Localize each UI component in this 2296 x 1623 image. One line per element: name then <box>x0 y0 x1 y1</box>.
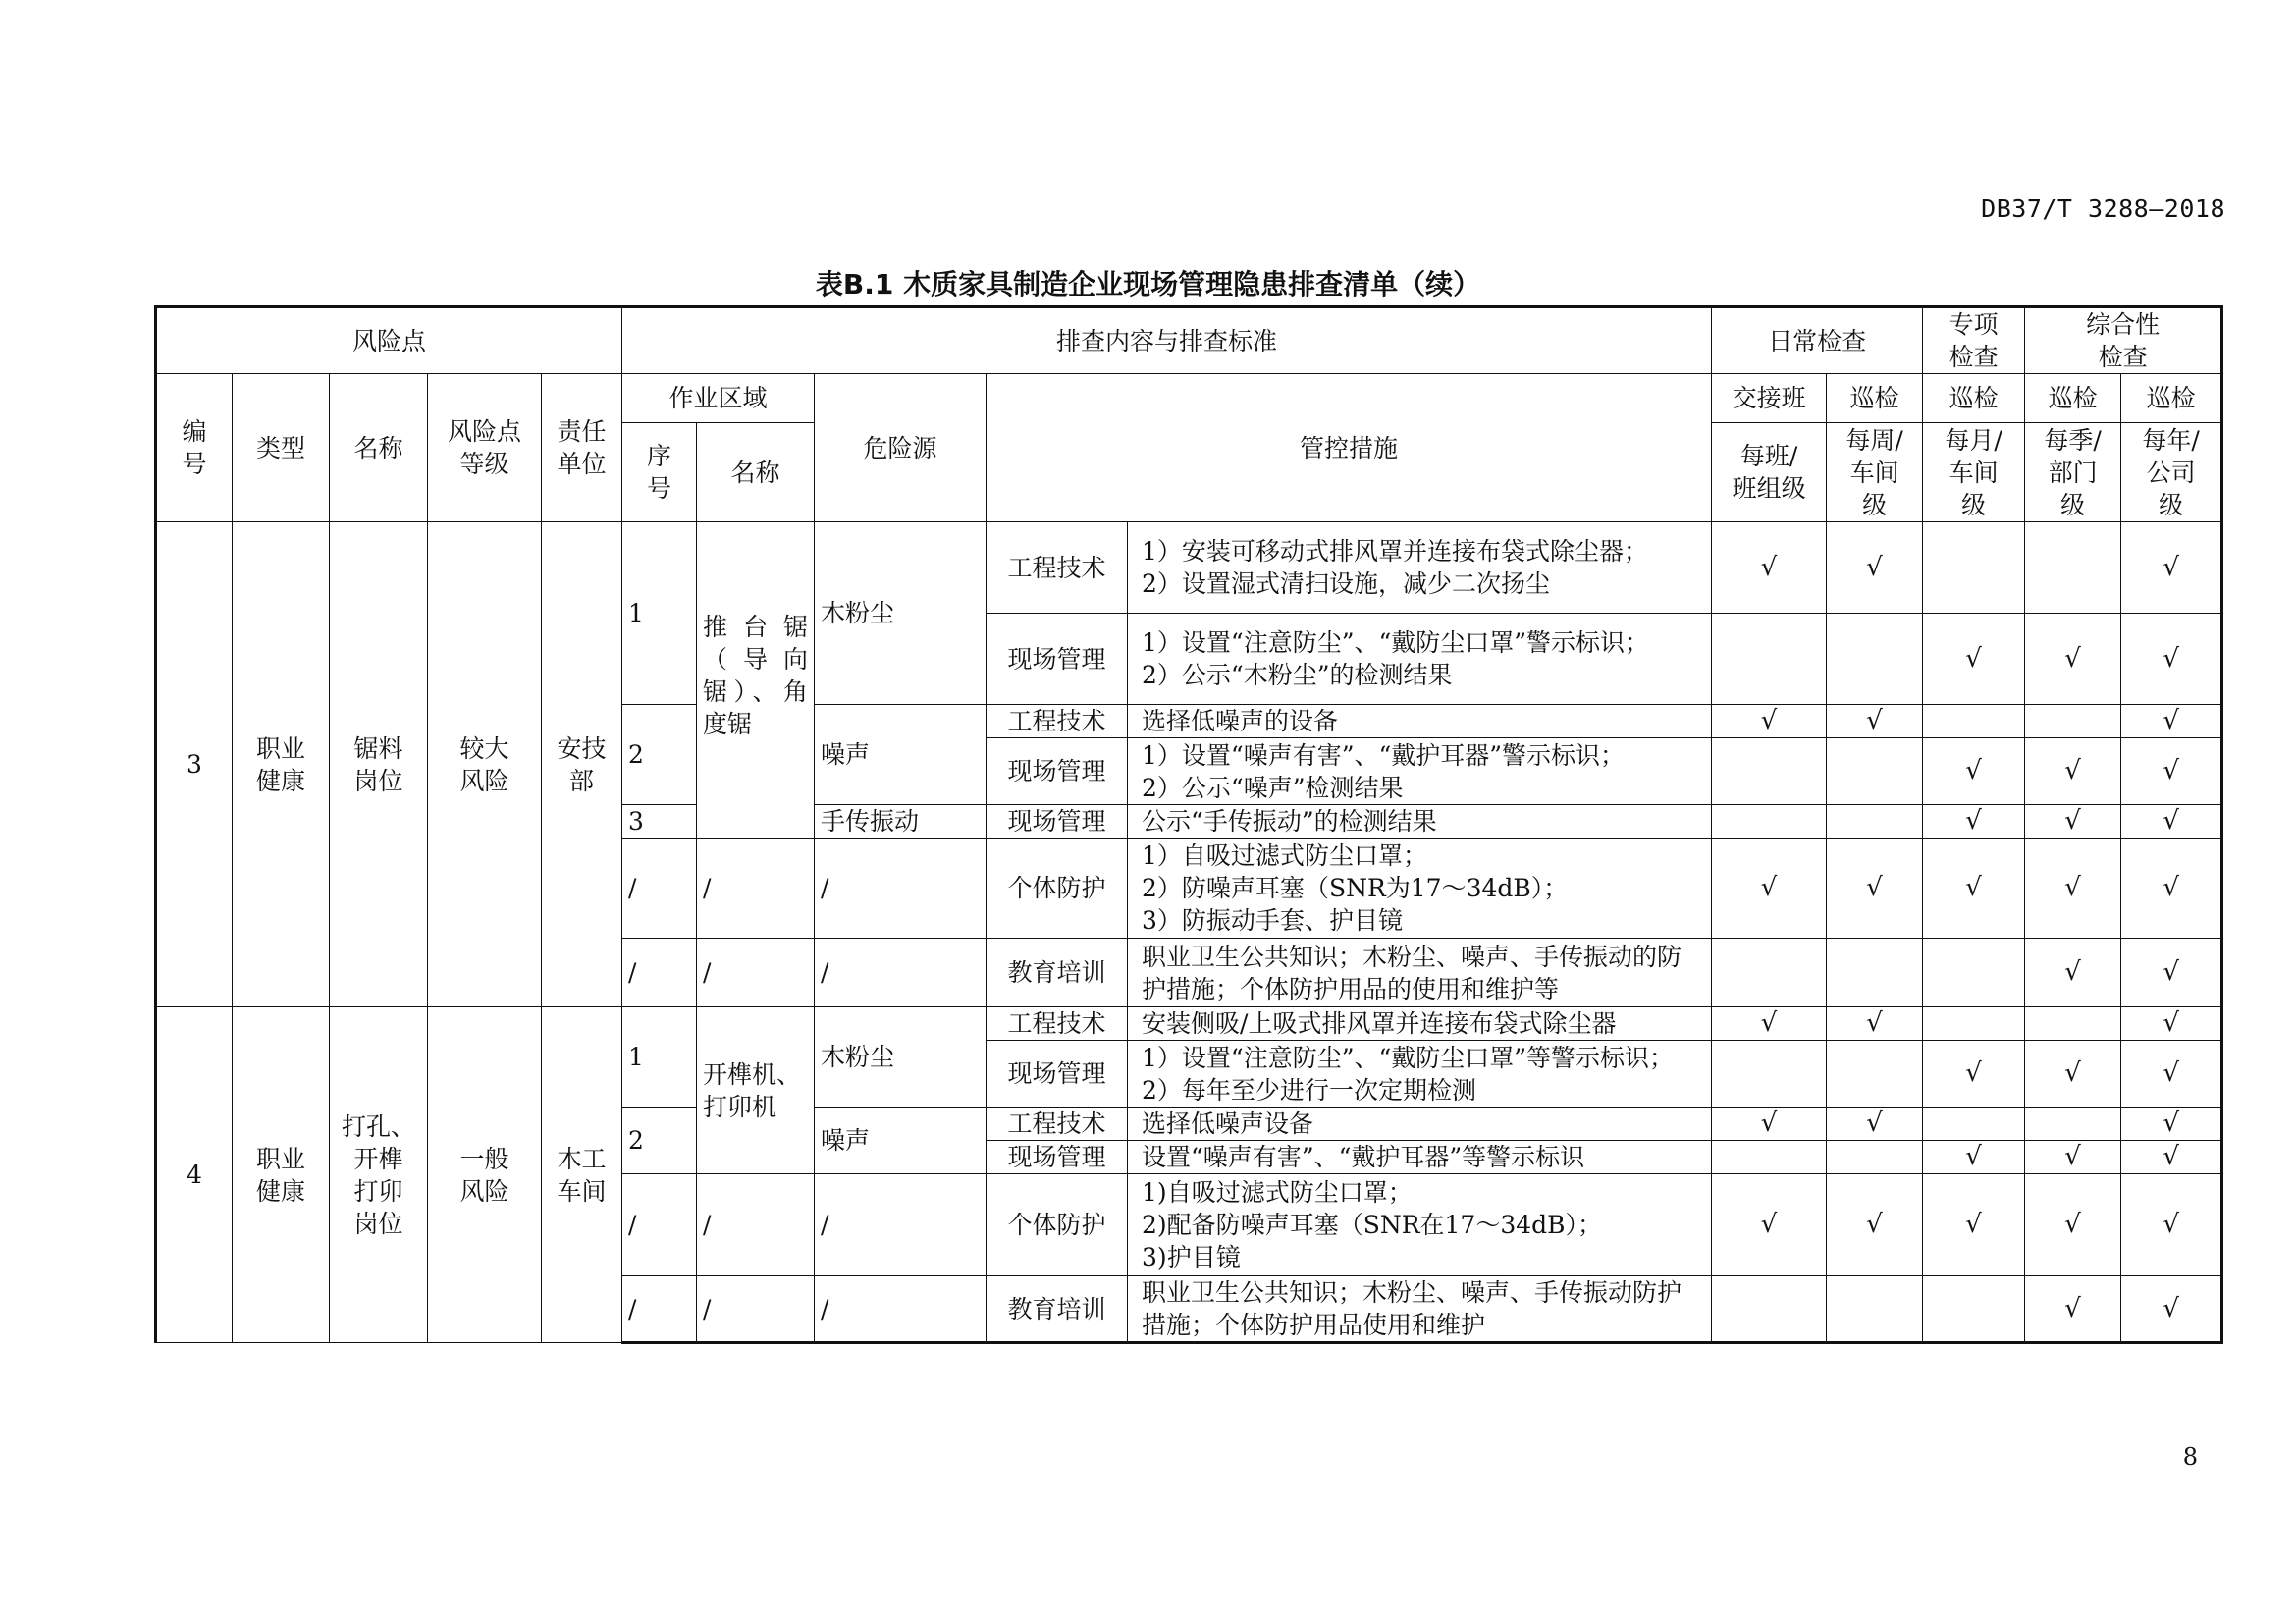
check-monthly <box>1923 1276 2025 1343</box>
check-yearly: √ <box>2121 1174 2222 1276</box>
check-yearly: √ <box>2121 522 2222 614</box>
area-name: / <box>697 1276 815 1343</box>
risk-type: 职业 健康 <box>233 522 330 1007</box>
header-special-check: 专项 检查 <box>1923 307 2025 374</box>
control-category: 工程技术 <box>987 1108 1128 1141</box>
hazard: 木粉尘 <box>815 522 987 705</box>
control-measure: 选择低噪声设备 <box>1128 1108 1712 1141</box>
check-quarterly: √ <box>2025 738 2121 805</box>
check-handover <box>1712 805 1827 839</box>
header-work-area: 作业区域 <box>622 374 815 423</box>
check-weekly: √ <box>1827 705 1923 738</box>
check-handover <box>1712 1041 1827 1108</box>
check-weekly: √ <box>1827 1108 1923 1141</box>
check-handover <box>1712 738 1827 805</box>
check-yearly: √ <box>2121 1041 2222 1108</box>
area-seq: 2 <box>622 705 697 805</box>
check-quarterly: √ <box>2025 805 2121 839</box>
header-comprehensive-check: 综合性 检查 <box>2025 307 2222 374</box>
hazard: / <box>815 1174 987 1276</box>
risk-level: 较大 风险 <box>428 522 542 1007</box>
check-weekly <box>1827 1041 1923 1108</box>
check-monthly <box>1923 522 2025 614</box>
check-yearly: √ <box>2121 1108 2222 1141</box>
control-category: 现场管理 <box>987 1141 1128 1174</box>
risk-level: 一般 风险 <box>428 1007 542 1343</box>
control-measure: 1）安装可移动式排风罩并连接布袋式除尘器； 2）设置湿式清扫设施，减少二次扬尘 <box>1128 522 1712 614</box>
check-yearly: √ <box>2121 939 2222 1007</box>
control-category: 现场管理 <box>987 738 1128 805</box>
header-patrol-2: 巡检 <box>1923 374 2025 423</box>
header-area-name: 名称 <box>697 423 815 522</box>
check-weekly <box>1827 939 1923 1007</box>
control-measure: 公示“手传振动”的检测结果 <box>1128 805 1712 839</box>
hazard: 噪声 <box>815 705 987 805</box>
hazard: / <box>815 839 987 939</box>
area-name: / <box>697 1174 815 1276</box>
header-hazard: 危险源 <box>815 374 987 522</box>
check-monthly: √ <box>1923 839 2025 939</box>
check-quarterly <box>2025 1108 2121 1141</box>
check-handover <box>1712 939 1827 1007</box>
check-yearly: √ <box>2121 805 2222 839</box>
control-measure: 职业卫生公共知识；木粉尘、噪声、手传振动的防护措施；个体防护用品的使用和维护等 <box>1128 939 1712 1007</box>
header-freq-5: 每年/ 公司 级 <box>2121 423 2222 522</box>
risk-type: 职业 健康 <box>233 1007 330 1343</box>
control-category: 教育培训 <box>987 1276 1128 1343</box>
check-monthly <box>1923 1108 2025 1141</box>
check-handover <box>1712 1141 1827 1174</box>
control-measure: 职业卫生公共知识；木粉尘、噪声、手传振动防护措施；个体防护用品使用和维护 <box>1128 1276 1712 1343</box>
control-category: 现场管理 <box>987 805 1128 839</box>
hazard: 手传振动 <box>815 805 987 839</box>
header-content-standard: 排查内容与排查标准 <box>622 307 1712 374</box>
header-name: 名称 <box>330 374 428 522</box>
control-measure: 1)自吸过滤式防尘口罩； 2)配备防噪声耳塞（SNR在17～34dB）； 3)护目镜 <box>1128 1174 1712 1276</box>
table-title: 表B.1 木质家具制造企业现场管理隐患排查清单（续） <box>815 268 1481 300</box>
check-monthly: √ <box>1923 1174 2025 1276</box>
check-yearly: √ <box>2121 839 2222 939</box>
area-name: / <box>697 839 815 939</box>
header-freq-3: 每月/ 车间 级 <box>1923 423 2025 522</box>
area-seq: 2 <box>622 1108 697 1174</box>
risk-no: 4 <box>156 1007 233 1343</box>
check-quarterly <box>2025 705 2121 738</box>
header-freq-2: 每周/ 车间 级 <box>1827 423 1923 522</box>
check-monthly <box>1923 705 2025 738</box>
check-weekly <box>1827 1276 1923 1343</box>
check-yearly: √ <box>2121 614 2222 705</box>
header-patrol-4: 巡检 <box>2121 374 2222 423</box>
area-name: 推台锯（导向锯）、角度锯 <box>697 522 815 839</box>
check-quarterly <box>2025 1007 2121 1041</box>
check-handover: √ <box>1712 705 1827 738</box>
check-quarterly: √ <box>2025 1174 2121 1276</box>
check-quarterly: √ <box>2025 839 2121 939</box>
risk-name: 锯料 岗位 <box>330 522 428 1007</box>
header-daily-check: 日常检查 <box>1712 307 1923 374</box>
area-seq: / <box>622 839 697 939</box>
header-control: 管控措施 <box>987 374 1712 522</box>
resp-unit: 木工 车间 <box>542 1007 622 1343</box>
check-handover: √ <box>1712 1108 1827 1141</box>
control-category: 工程技术 <box>987 705 1128 738</box>
hazard: / <box>815 1276 987 1343</box>
control-measure: 设置“噪声有害”、“戴护耳器”等警示标识 <box>1128 1141 1712 1174</box>
check-monthly: √ <box>1923 614 2025 705</box>
control-measure: 1）设置“注意防尘”、“戴防尘口罩”等警示标识； 2）每年至少进行一次定期检测 <box>1128 1041 1712 1108</box>
check-weekly: √ <box>1827 839 1923 939</box>
area-seq: / <box>622 1174 697 1276</box>
check-weekly: √ <box>1827 1174 1923 1276</box>
control-category: 现场管理 <box>987 1041 1128 1108</box>
control-category: 工程技术 <box>987 522 1128 614</box>
inspection-table <box>154 305 2223 1344</box>
area-seq: 3 <box>622 805 697 839</box>
check-handover: √ <box>1712 1007 1827 1041</box>
table-row <box>156 1007 2222 1041</box>
check-yearly: √ <box>2121 1141 2222 1174</box>
hazard: 噪声 <box>815 1108 987 1174</box>
control-measure: 安装侧吸/上吸式排风罩并连接布袋式除尘器 <box>1128 1007 1712 1041</box>
check-yearly: √ <box>2121 738 2222 805</box>
control-measure: 1）自吸过滤式防尘口罩； 2）防噪声耳塞（SNR为17～34dB）； 3）防振动手套、护目镜 <box>1128 839 1712 939</box>
control-category: 个体防护 <box>987 839 1128 939</box>
area-name: 开榫机、 打卯机 <box>697 1007 815 1174</box>
area-seq: 1 <box>622 1007 697 1108</box>
header-patrol-3: 巡检 <box>2025 374 2121 423</box>
control-category: 教育培训 <box>987 939 1128 1007</box>
check-monthly: √ <box>1923 738 2025 805</box>
area-seq: / <box>622 1276 697 1343</box>
check-weekly <box>1827 805 1923 839</box>
check-handover: √ <box>1712 839 1827 939</box>
control-measure: 1）设置“噪声有害”、“戴护耳器”警示标识； 2）公示“噪声”检测结果 <box>1128 738 1712 805</box>
header-handover: 交接班 <box>1712 374 1827 423</box>
area-name: / <box>697 939 815 1007</box>
check-quarterly: √ <box>2025 1276 2121 1343</box>
control-category: 现场管理 <box>987 614 1128 705</box>
header-type: 类型 <box>233 374 330 522</box>
header-freq-1: 每班/ 班组级 <box>1712 423 1827 522</box>
area-seq: 1 <box>622 522 697 705</box>
check-quarterly: √ <box>2025 939 2121 1007</box>
header-row-2 <box>156 374 2222 423</box>
area-seq: / <box>622 939 697 1007</box>
check-weekly <box>1827 1141 1923 1174</box>
table-row <box>156 522 2222 614</box>
risk-no: 3 <box>156 522 233 1007</box>
standard-code: DB37/T 3288—2018 <box>1981 194 2225 223</box>
header-patrol-1: 巡检 <box>1827 374 1923 423</box>
control-category: 个体防护 <box>987 1174 1128 1276</box>
check-monthly <box>1923 939 2025 1007</box>
check-handover: √ <box>1712 1174 1827 1276</box>
page-number: 8 <box>2182 1443 2198 1471</box>
check-weekly <box>1827 738 1923 805</box>
hazard: / <box>815 939 987 1007</box>
check-monthly: √ <box>1923 1041 2025 1108</box>
header-row-1 <box>156 307 2222 374</box>
header-risk-point: 风险点 <box>156 307 622 374</box>
check-handover <box>1712 1276 1827 1343</box>
check-yearly: √ <box>2121 1007 2222 1041</box>
check-monthly: √ <box>1923 1141 2025 1174</box>
check-yearly: √ <box>2121 1276 2222 1343</box>
resp-unit: 安技 部 <box>542 522 622 1007</box>
control-measure: 1）设置“注意防尘”、“戴防尘口罩”警示标识； 2）公示“木粉尘”的检测结果 <box>1128 614 1712 705</box>
check-handover: √ <box>1712 522 1827 614</box>
check-quarterly: √ <box>2025 614 2121 705</box>
check-weekly: √ <box>1827 522 1923 614</box>
check-monthly: √ <box>1923 805 2025 839</box>
header-freq-4: 每季/ 部门 级 <box>2025 423 2121 522</box>
check-weekly: √ <box>1827 1007 1923 1041</box>
header-resp-unit: 责任 单位 <box>542 374 622 522</box>
check-quarterly <box>2025 522 2121 614</box>
check-yearly: √ <box>2121 705 2222 738</box>
check-weekly <box>1827 614 1923 705</box>
risk-name: 打孔、 开榫 打卯 岗位 <box>330 1007 428 1343</box>
header-seq: 序 号 <box>622 423 697 522</box>
control-category: 工程技术 <box>987 1007 1128 1041</box>
check-monthly <box>1923 1007 2025 1041</box>
check-quarterly: √ <box>2025 1141 2121 1174</box>
header-no: 编 号 <box>156 374 233 522</box>
check-quarterly: √ <box>2025 1041 2121 1108</box>
control-measure: 选择低噪声的设备 <box>1128 705 1712 738</box>
hazard: 木粉尘 <box>815 1007 987 1108</box>
check-handover <box>1712 614 1827 705</box>
header-risk-level: 风险点 等级 <box>428 374 542 522</box>
